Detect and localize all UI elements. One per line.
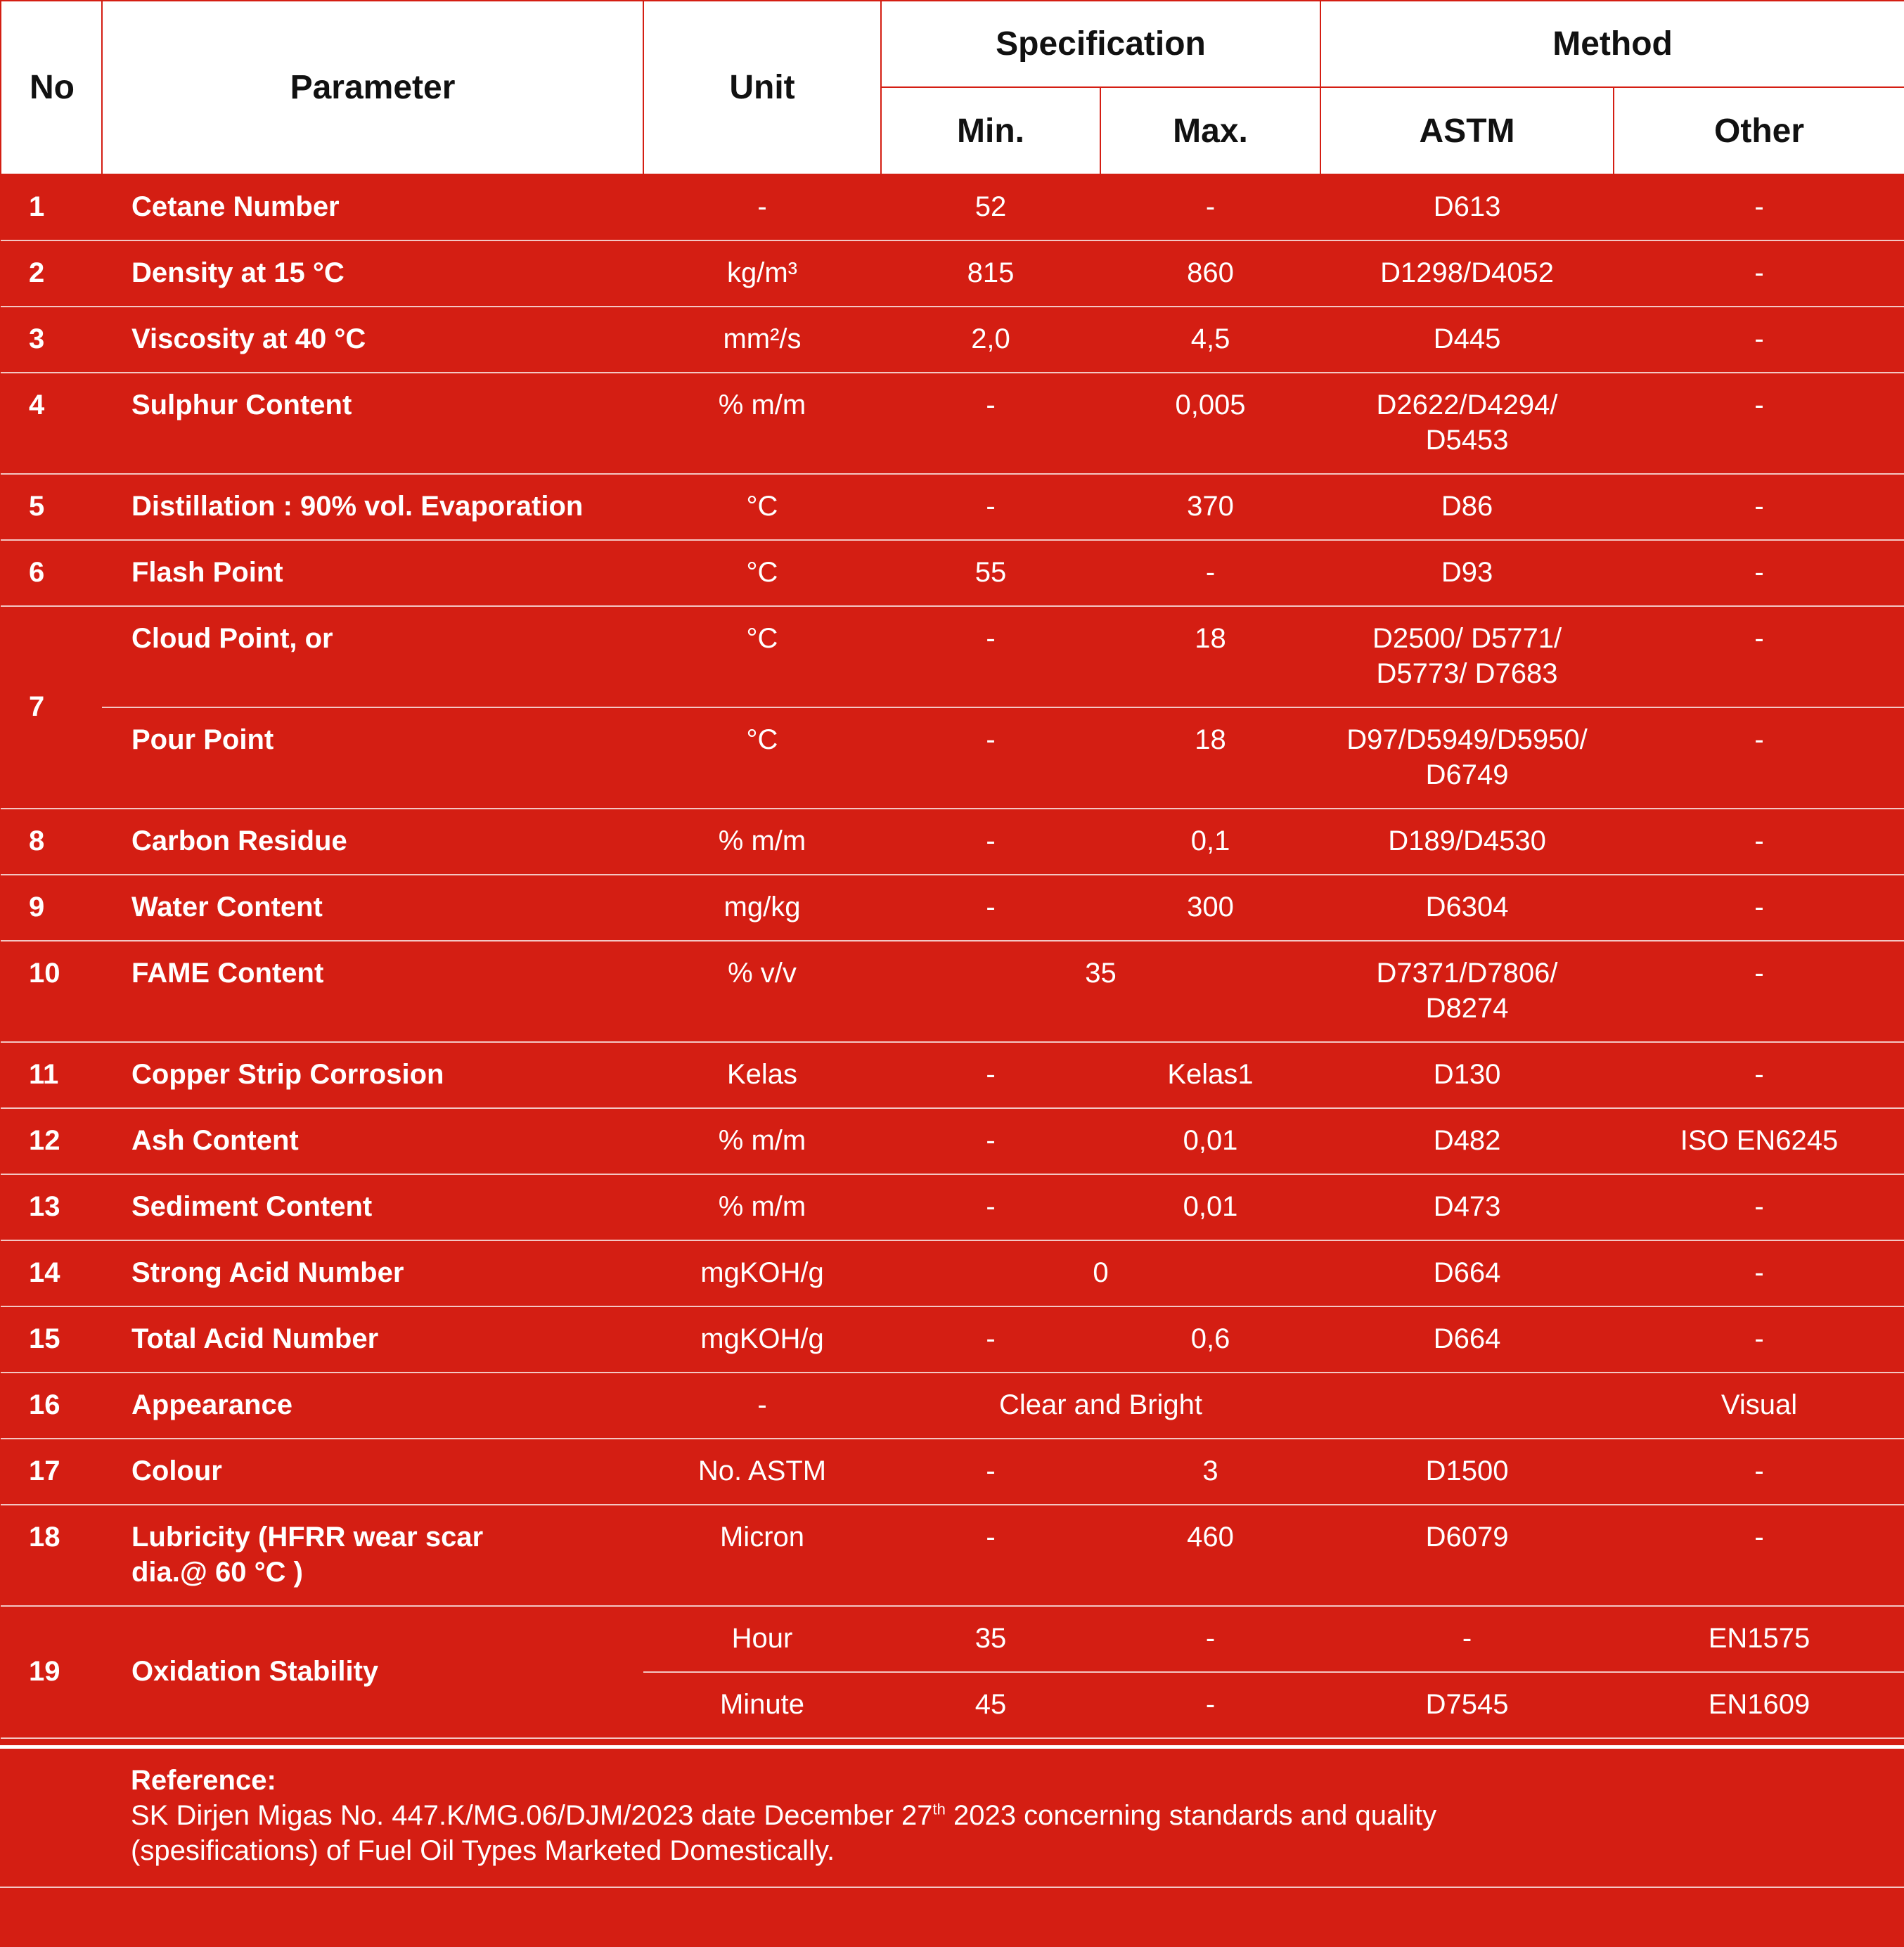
row-no: 4 (1, 373, 102, 474)
row-other: - (1614, 474, 1904, 540)
row-astm: - (1320, 1606, 1614, 1672)
row-max: 0,005 (1100, 373, 1320, 474)
row-unit: mgKOH/g (643, 1240, 881, 1306)
row-max: 0,6 (1100, 1306, 1320, 1373)
row-min: 45 (881, 1672, 1100, 1738)
row-min: 2,0 (881, 307, 1100, 373)
row-other: - (1614, 1306, 1904, 1373)
row-no: 15 (1, 1306, 102, 1373)
row-spec: 35 (881, 941, 1320, 1042)
row-parameter: Strong Acid Number (102, 1240, 643, 1306)
row-unit: No. ASTM (643, 1439, 881, 1505)
parameter-line: Lubricity (HFRR wear scar (131, 1522, 484, 1553)
row-no: 11 (1, 1042, 102, 1108)
reference-title: Reference: (131, 1765, 276, 1796)
astm-line: D7371/D7806/ (1376, 958, 1558, 989)
row-parameter: Oxidation Stability (102, 1606, 643, 1738)
row-no: 2 (1, 240, 102, 307)
row-other: - (1614, 1174, 1904, 1240)
header-specification: Specification (881, 1, 1320, 87)
row-astm: D6304 (1320, 875, 1614, 941)
row-min: - (881, 1439, 1100, 1505)
table-row (1, 474, 1904, 540)
row-max: 0,01 (1100, 1174, 1320, 1240)
table-row (1, 1108, 1904, 1174)
header-other: Other (1614, 87, 1904, 174)
row-parameter: Density at 15 °C (102, 240, 643, 307)
header-max: Max. (1100, 87, 1320, 174)
row-min: 55 (881, 540, 1100, 606)
row-no: 13 (1, 1174, 102, 1240)
header-unit: Unit (643, 1, 881, 174)
row-no: 5 (1, 474, 102, 540)
row-no: 10 (1, 941, 102, 1042)
table-row (1, 174, 1904, 240)
row-unit: °C (643, 540, 881, 606)
row-other: - (1614, 540, 1904, 606)
row-unit: Micron (643, 1505, 881, 1606)
row-unit: kg/m³ (643, 240, 881, 307)
astm-line: D97/D5949/D5950/ (1346, 724, 1588, 755)
row-min: 815 (881, 240, 1100, 307)
row-min: - (881, 1108, 1100, 1174)
row-max: 0,01 (1100, 1108, 1320, 1174)
row-spec: Clear and Bright (881, 1373, 1320, 1439)
row-parameter: Copper Strip Corrosion (102, 1042, 643, 1108)
row-max: 4,5 (1100, 307, 1320, 373)
table-body (1, 174, 1904, 1738)
reference-line: (spesifications) of Fuel Oil Types Marketed Domestically. (131, 1835, 835, 1866)
row-min: - (881, 1174, 1100, 1240)
astm-line: D2622/D4294/ (1376, 390, 1558, 420)
row-min: - (881, 373, 1100, 474)
row-min: 35 (881, 1606, 1100, 1672)
row-astm (1320, 373, 1614, 474)
reference-note (0, 1745, 1904, 1888)
row-parameter: Appearance (102, 1373, 643, 1439)
row-min: - (881, 809, 1100, 875)
row-other: - (1614, 174, 1904, 240)
row-astm (1320, 606, 1614, 707)
header-no: No (1, 1, 102, 174)
row-other: - (1614, 1439, 1904, 1505)
row-astm: D473 (1320, 1174, 1614, 1240)
table-header (1, 1, 1904, 174)
astm-line: D2500/ D5771/ (1372, 623, 1562, 654)
row-max: - (1100, 1606, 1320, 1672)
row-other: - (1614, 1240, 1904, 1306)
row-other: - (1614, 1042, 1904, 1108)
row-astm: D130 (1320, 1042, 1614, 1108)
row-min: - (881, 474, 1100, 540)
row-no: 3 (1, 307, 102, 373)
row-astm: D6079 (1320, 1505, 1614, 1606)
row-other: - (1614, 1505, 1904, 1606)
row-parameter: Ash Content (102, 1108, 643, 1174)
row-min: - (881, 1042, 1100, 1108)
row-no: 17 (1, 1439, 102, 1505)
row-min: 52 (881, 174, 1100, 240)
row-other: - (1614, 307, 1904, 373)
table-row (1, 373, 1904, 474)
header-parameter: Parameter (102, 1, 643, 174)
row-astm: D1500 (1320, 1439, 1614, 1505)
table-row (1, 809, 1904, 875)
table-row (1, 1306, 1904, 1373)
row-no: 7 (1, 606, 102, 809)
row-other: - (1614, 240, 1904, 307)
row-min: - (881, 875, 1100, 941)
astm-line: D8274 (1425, 993, 1509, 1024)
row-other: - (1614, 606, 1904, 707)
row-parameter: Flash Point (102, 540, 643, 606)
row-astm: D86 (1320, 474, 1614, 540)
row-max: - (1100, 174, 1320, 240)
row-unit: % m/m (643, 1174, 881, 1240)
row-other: Visual (1614, 1373, 1904, 1439)
row-parameter: Viscosity at 40 °C (102, 307, 643, 373)
table-row (1, 1606, 1904, 1672)
row-astm: D613 (1320, 174, 1614, 240)
row-max: 18 (1100, 606, 1320, 707)
row-parameter: Sediment Content (102, 1174, 643, 1240)
row-other: - (1614, 875, 1904, 941)
row-unit: mg/kg (643, 875, 881, 941)
row-spec: 0 (881, 1240, 1320, 1306)
row-other: EN1575 (1614, 1606, 1904, 1672)
table-row (1, 875, 1904, 941)
row-astm: D664 (1320, 1306, 1614, 1373)
row-unit: Minute (643, 1672, 881, 1738)
row-other: - (1614, 941, 1904, 1042)
row-parameter: Carbon Residue (102, 809, 643, 875)
table-row (1, 1240, 1904, 1306)
row-other: EN1609 (1614, 1672, 1904, 1738)
parameter-line: dia.@ 60 °C ) (131, 1557, 303, 1588)
header-astm: ASTM (1320, 87, 1614, 174)
table-row (1, 606, 1904, 707)
row-astm (1320, 941, 1614, 1042)
row-parameter: Colour (102, 1439, 643, 1505)
row-unit: mm²/s (643, 307, 881, 373)
row-astm: D664 (1320, 1240, 1614, 1306)
table-row (1, 1174, 1904, 1240)
table-row (1, 1042, 1904, 1108)
row-unit: % m/m (643, 373, 881, 474)
row-astm: D93 (1320, 540, 1614, 606)
row-other: ISO EN6245 (1614, 1108, 1904, 1174)
row-unit: mgKOH/g (643, 1306, 881, 1373)
row-max: 0,1 (1100, 809, 1320, 875)
row-min: - (881, 1505, 1100, 1606)
table-row (1, 707, 1904, 809)
row-min: - (881, 1306, 1100, 1373)
row-astm: D189/D4530 (1320, 809, 1614, 875)
row-unit: °C (643, 606, 881, 707)
table-row (1, 540, 1904, 606)
row-astm (1320, 1373, 1614, 1439)
table-row (1, 307, 1904, 373)
row-parameter: Water Content (102, 875, 643, 941)
row-astm: D482 (1320, 1108, 1614, 1174)
row-unit: °C (643, 474, 881, 540)
reference-line (131, 1798, 1904, 1833)
row-unit: - (643, 174, 881, 240)
reference-superscript: th (932, 1800, 946, 1818)
row-no: 6 (1, 540, 102, 606)
table-row (1, 1373, 1904, 1439)
row-no: 12 (1, 1108, 102, 1174)
row-max: 460 (1100, 1505, 1320, 1606)
row-max: 18 (1100, 707, 1320, 809)
row-min: - (881, 707, 1100, 809)
row-unit: Hour (643, 1606, 881, 1672)
header-min: Min. (881, 87, 1100, 174)
row-unit: - (643, 1373, 881, 1439)
astm-line: D5453 (1425, 425, 1509, 456)
reference-text: 2023 concerning standards and quality (945, 1800, 1437, 1831)
row-max: - (1100, 540, 1320, 606)
row-max: 860 (1100, 240, 1320, 307)
astm-line: D5773/ D7683 (1376, 658, 1558, 689)
row-unit: % m/m (643, 809, 881, 875)
row-parameter: Cloud Point, or (102, 606, 643, 707)
row-other: - (1614, 809, 1904, 875)
row-parameter: Pour Point (102, 707, 643, 809)
row-unit: % v/v (643, 941, 881, 1042)
row-no: 1 (1, 174, 102, 240)
row-parameter: Distillation : 90% vol. Evaporation (102, 474, 643, 540)
row-no: 19 (1, 1606, 102, 1738)
row-min: - (881, 606, 1100, 707)
row-unit: Kelas (643, 1042, 881, 1108)
table-row (1, 240, 1904, 307)
row-parameter: Sulphur Content (102, 373, 643, 474)
table-row (1, 941, 1904, 1042)
row-astm: D7545 (1320, 1672, 1614, 1738)
row-no: 14 (1, 1240, 102, 1306)
row-max: 300 (1100, 875, 1320, 941)
row-other: - (1614, 373, 1904, 474)
table-row (1, 1439, 1904, 1505)
row-max: Kelas1 (1100, 1042, 1320, 1108)
row-max: 370 (1100, 474, 1320, 540)
row-max: 3 (1100, 1439, 1320, 1505)
row-parameter: Total Acid Number (102, 1306, 643, 1373)
astm-line: D6749 (1425, 759, 1509, 790)
row-no: 8 (1, 809, 102, 875)
row-parameter: Cetane Number (102, 174, 643, 240)
row-max: - (1100, 1672, 1320, 1738)
row-astm: D445 (1320, 307, 1614, 373)
row-no: 18 (1, 1505, 102, 1606)
row-unit: % m/m (643, 1108, 881, 1174)
row-astm: D1298/D4052 (1320, 240, 1614, 307)
row-no: 16 (1, 1373, 102, 1439)
row-no: 9 (1, 875, 102, 941)
row-parameter (102, 1505, 643, 1606)
row-other: - (1614, 707, 1904, 809)
row-unit: °C (643, 707, 881, 809)
reference-text: SK Dirjen Migas No. 447.K/MG.06/DJM/2023 date December 27 (131, 1800, 933, 1831)
row-parameter: FAME Content (102, 941, 643, 1042)
row-astm (1320, 707, 1614, 809)
table-row (1, 1505, 1904, 1606)
header-method: Method (1320, 1, 1904, 87)
